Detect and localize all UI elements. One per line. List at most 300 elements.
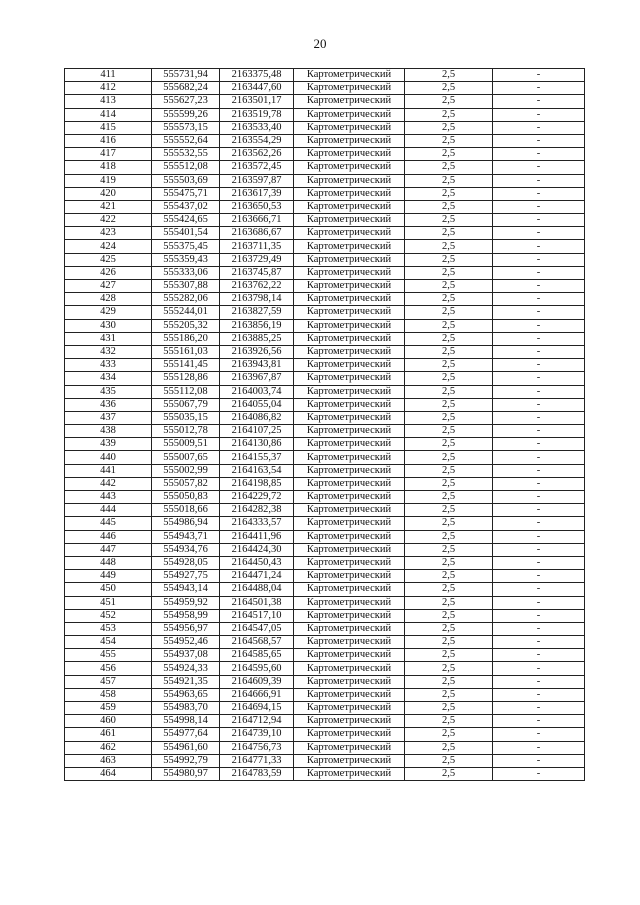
table-row xyxy=(65,174,585,187)
point-number-cell: 414 xyxy=(65,108,152,121)
method-cell: Картометрический xyxy=(294,82,405,95)
y-coordinate-cell: 2163686,67 xyxy=(220,227,294,240)
method-cell: Картометрический xyxy=(294,121,405,134)
note-cell: - xyxy=(493,253,585,266)
table-row xyxy=(65,504,585,517)
point-number-cell: 413 xyxy=(65,95,152,108)
method-cell: Картометрический xyxy=(294,477,405,490)
method-cell: Картометрический xyxy=(294,728,405,741)
table-row xyxy=(65,214,585,227)
x-coordinate-cell: 555503,69 xyxy=(152,174,220,187)
method-cell: Картометрический xyxy=(294,411,405,424)
point-number-cell: 442 xyxy=(65,477,152,490)
table-row xyxy=(65,332,585,345)
method-cell: Картометрический xyxy=(294,583,405,596)
note-cell: - xyxy=(493,609,585,622)
note-cell: - xyxy=(493,69,585,82)
accuracy-cell: 2,5 xyxy=(405,332,493,345)
point-number-cell: 463 xyxy=(65,754,152,767)
method-cell: Картометрический xyxy=(294,227,405,240)
note-cell: - xyxy=(493,622,585,635)
method-cell: Картометрический xyxy=(294,69,405,82)
method-cell: Картометрический xyxy=(294,161,405,174)
method-cell: Картометрический xyxy=(294,95,405,108)
method-cell: Картометрический xyxy=(294,240,405,253)
y-coordinate-cell: 2164198,85 xyxy=(220,477,294,490)
accuracy-cell: 2,5 xyxy=(405,306,493,319)
x-coordinate-cell: 554956,97 xyxy=(152,622,220,635)
x-coordinate-cell: 554937,08 xyxy=(152,649,220,662)
note-cell: - xyxy=(493,741,585,754)
note-cell: - xyxy=(493,425,585,438)
x-coordinate-cell: 555018,66 xyxy=(152,504,220,517)
point-number-cell: 459 xyxy=(65,702,152,715)
note-cell: - xyxy=(493,636,585,649)
point-number-cell: 456 xyxy=(65,662,152,675)
accuracy-cell: 2,5 xyxy=(405,649,493,662)
point-number-cell: 453 xyxy=(65,622,152,635)
y-coordinate-cell: 2163711,35 xyxy=(220,240,294,253)
accuracy-cell: 2,5 xyxy=(405,280,493,293)
y-coordinate-cell: 2163943,81 xyxy=(220,359,294,372)
x-coordinate-cell: 555205,32 xyxy=(152,319,220,332)
method-cell: Картометрический xyxy=(294,596,405,609)
note-cell: - xyxy=(493,359,585,372)
page-number: 20 xyxy=(313,36,327,51)
table-row xyxy=(65,253,585,266)
point-number-cell: 461 xyxy=(65,728,152,741)
method-cell: Картометрический xyxy=(294,293,405,306)
accuracy-cell: 2,5 xyxy=(405,82,493,95)
note-cell: - xyxy=(493,345,585,358)
note-cell: - xyxy=(493,411,585,424)
note-cell: - xyxy=(493,754,585,767)
note-cell: - xyxy=(493,504,585,517)
point-number-cell: 438 xyxy=(65,425,152,438)
y-coordinate-cell: 2164568,57 xyxy=(220,636,294,649)
note-cell: - xyxy=(493,702,585,715)
table-row xyxy=(65,187,585,200)
accuracy-cell: 2,5 xyxy=(405,69,493,82)
x-coordinate-cell: 554921,35 xyxy=(152,675,220,688)
note-cell: - xyxy=(493,398,585,411)
table-row xyxy=(65,280,585,293)
point-number-cell: 446 xyxy=(65,530,152,543)
accuracy-cell: 2,5 xyxy=(405,530,493,543)
x-coordinate-cell: 554924,33 xyxy=(152,662,220,675)
accuracy-cell: 2,5 xyxy=(405,345,493,358)
point-number-cell: 417 xyxy=(65,148,152,161)
x-coordinate-cell: 554992,79 xyxy=(152,754,220,767)
note-cell: - xyxy=(493,715,585,728)
method-cell: Картометрический xyxy=(294,556,405,569)
accuracy-cell: 2,5 xyxy=(405,95,493,108)
table-row xyxy=(65,741,585,754)
point-number-cell: 445 xyxy=(65,517,152,530)
note-cell: - xyxy=(493,675,585,688)
note-cell: - xyxy=(493,293,585,306)
point-number-cell: 444 xyxy=(65,504,152,517)
method-cell: Картометрический xyxy=(294,174,405,187)
y-coordinate-cell: 2164712,94 xyxy=(220,715,294,728)
accuracy-cell: 2,5 xyxy=(405,108,493,121)
method-cell: Картометрический xyxy=(294,570,405,583)
y-coordinate-cell: 2163447,60 xyxy=(220,82,294,95)
method-cell: Картометрический xyxy=(294,385,405,398)
method-cell: Картометрический xyxy=(294,319,405,332)
method-cell: Картометрический xyxy=(294,345,405,358)
method-cell: Картометрический xyxy=(294,543,405,556)
table-row xyxy=(65,517,585,530)
accuracy-cell: 2,5 xyxy=(405,622,493,635)
method-cell: Картометрический xyxy=(294,715,405,728)
x-coordinate-cell: 555682,24 xyxy=(152,82,220,95)
y-coordinate-cell: 2164003,74 xyxy=(220,385,294,398)
accuracy-cell: 2,5 xyxy=(405,161,493,174)
note-cell: - xyxy=(493,583,585,596)
x-coordinate-cell: 555012,78 xyxy=(152,425,220,438)
note-cell: - xyxy=(493,306,585,319)
y-coordinate-cell: 2163729,49 xyxy=(220,253,294,266)
x-coordinate-cell: 555599,26 xyxy=(152,108,220,121)
table-row xyxy=(65,161,585,174)
y-coordinate-cell: 2163856,19 xyxy=(220,319,294,332)
point-number-cell: 437 xyxy=(65,411,152,424)
table-row xyxy=(65,385,585,398)
point-number-cell: 412 xyxy=(65,82,152,95)
note-cell: - xyxy=(493,385,585,398)
x-coordinate-cell: 554928,05 xyxy=(152,556,220,569)
method-cell: Картометрический xyxy=(294,359,405,372)
point-number-cell: 428 xyxy=(65,293,152,306)
y-coordinate-cell: 2164609,39 xyxy=(220,675,294,688)
accuracy-cell: 2,5 xyxy=(405,293,493,306)
x-coordinate-cell: 554943,71 xyxy=(152,530,220,543)
point-number-cell: 433 xyxy=(65,359,152,372)
method-cell: Картометрический xyxy=(294,688,405,701)
x-coordinate-cell: 555437,02 xyxy=(152,200,220,213)
accuracy-cell: 2,5 xyxy=(405,504,493,517)
y-coordinate-cell: 2163519,78 xyxy=(220,108,294,121)
x-coordinate-cell: 555128,86 xyxy=(152,372,220,385)
table-row xyxy=(65,622,585,635)
y-coordinate-cell: 2163597,87 xyxy=(220,174,294,187)
point-number-cell: 421 xyxy=(65,200,152,213)
method-cell: Картометрический xyxy=(294,767,405,780)
accuracy-cell: 2,5 xyxy=(405,240,493,253)
point-number-cell: 452 xyxy=(65,609,152,622)
note-cell: - xyxy=(493,438,585,451)
table-row xyxy=(65,556,585,569)
point-number-cell: 432 xyxy=(65,345,152,358)
note-cell: - xyxy=(493,464,585,477)
x-coordinate-cell: 555186,20 xyxy=(152,332,220,345)
table-row xyxy=(65,464,585,477)
note-cell: - xyxy=(493,570,585,583)
point-number-cell: 448 xyxy=(65,556,152,569)
y-coordinate-cell: 2163762,22 xyxy=(220,280,294,293)
method-cell: Картометрический xyxy=(294,609,405,622)
accuracy-cell: 2,5 xyxy=(405,266,493,279)
y-coordinate-cell: 2164488,04 xyxy=(220,583,294,596)
table-row xyxy=(65,662,585,675)
y-coordinate-cell: 2164771,33 xyxy=(220,754,294,767)
y-coordinate-cell: 2164411,96 xyxy=(220,530,294,543)
method-cell: Картометрический xyxy=(294,332,405,345)
table-row xyxy=(65,438,585,451)
x-coordinate-cell: 555067,79 xyxy=(152,398,220,411)
x-coordinate-cell: 554963,65 xyxy=(152,688,220,701)
point-number-cell: 450 xyxy=(65,583,152,596)
y-coordinate-cell: 2164107,25 xyxy=(220,425,294,438)
accuracy-cell: 2,5 xyxy=(405,715,493,728)
point-number-cell: 425 xyxy=(65,253,152,266)
method-cell: Картометрический xyxy=(294,372,405,385)
accuracy-cell: 2,5 xyxy=(405,570,493,583)
y-coordinate-cell: 2164130,86 xyxy=(220,438,294,451)
table-row xyxy=(65,754,585,767)
x-coordinate-cell: 555375,45 xyxy=(152,240,220,253)
x-coordinate-cell: 554998,14 xyxy=(152,715,220,728)
point-number-cell: 443 xyxy=(65,491,152,504)
point-number-cell: 420 xyxy=(65,187,152,200)
accuracy-cell: 2,5 xyxy=(405,319,493,332)
note-cell: - xyxy=(493,161,585,174)
y-coordinate-cell: 2163967,87 xyxy=(220,372,294,385)
accuracy-cell: 2,5 xyxy=(405,543,493,556)
table-row xyxy=(65,702,585,715)
note-cell: - xyxy=(493,108,585,121)
method-cell: Картометрический xyxy=(294,741,405,754)
table-row xyxy=(65,306,585,319)
accuracy-cell: 2,5 xyxy=(405,517,493,530)
accuracy-cell: 2,5 xyxy=(405,741,493,754)
x-coordinate-cell: 555050,83 xyxy=(152,491,220,504)
note-cell: - xyxy=(493,82,585,95)
accuracy-cell: 2,5 xyxy=(405,464,493,477)
y-coordinate-cell: 2164163,54 xyxy=(220,464,294,477)
method-cell: Картометрический xyxy=(294,754,405,767)
table-row xyxy=(65,570,585,583)
method-cell: Картометрический xyxy=(294,214,405,227)
y-coordinate-cell: 2164783,59 xyxy=(220,767,294,780)
accuracy-cell: 2,5 xyxy=(405,372,493,385)
y-coordinate-cell: 2164229,72 xyxy=(220,491,294,504)
table-row xyxy=(65,675,585,688)
note-cell: - xyxy=(493,214,585,227)
y-coordinate-cell: 2164055,04 xyxy=(220,398,294,411)
accuracy-cell: 2,5 xyxy=(405,411,493,424)
x-coordinate-cell: 554986,94 xyxy=(152,517,220,530)
point-number-cell: 419 xyxy=(65,174,152,187)
method-cell: Картометрический xyxy=(294,134,405,147)
accuracy-cell: 2,5 xyxy=(405,728,493,741)
method-cell: Картометрический xyxy=(294,187,405,200)
method-cell: Картометрический xyxy=(294,280,405,293)
accuracy-cell: 2,5 xyxy=(405,767,493,780)
point-number-cell: 436 xyxy=(65,398,152,411)
table-row xyxy=(65,477,585,490)
point-number-cell: 439 xyxy=(65,438,152,451)
note-cell: - xyxy=(493,200,585,213)
table-row xyxy=(65,609,585,622)
method-cell: Картометрический xyxy=(294,675,405,688)
point-number-cell: 416 xyxy=(65,134,152,147)
y-coordinate-cell: 2164333,57 xyxy=(220,517,294,530)
note-cell: - xyxy=(493,491,585,504)
y-coordinate-cell: 2164694,15 xyxy=(220,702,294,715)
accuracy-cell: 2,5 xyxy=(405,596,493,609)
table-row xyxy=(65,227,585,240)
point-number-cell: 458 xyxy=(65,688,152,701)
x-coordinate-cell: 554943,14 xyxy=(152,583,220,596)
x-coordinate-cell: 554977,64 xyxy=(152,728,220,741)
point-number-cell: 451 xyxy=(65,596,152,609)
point-number-cell: 460 xyxy=(65,715,152,728)
accuracy-cell: 2,5 xyxy=(405,174,493,187)
table-row xyxy=(65,596,585,609)
x-coordinate-cell: 555244,01 xyxy=(152,306,220,319)
method-cell: Картометрический xyxy=(294,530,405,543)
y-coordinate-cell: 2163650,53 xyxy=(220,200,294,213)
x-coordinate-cell: 554958,99 xyxy=(152,609,220,622)
table-row xyxy=(65,425,585,438)
coordinates-table xyxy=(64,68,585,781)
table-row xyxy=(65,240,585,253)
x-coordinate-cell: 555282,06 xyxy=(152,293,220,306)
point-number-cell: 424 xyxy=(65,240,152,253)
note-cell: - xyxy=(493,530,585,543)
y-coordinate-cell: 2163617,39 xyxy=(220,187,294,200)
note-cell: - xyxy=(493,280,585,293)
point-number-cell: 426 xyxy=(65,266,152,279)
x-coordinate-cell: 555573,15 xyxy=(152,121,220,134)
accuracy-cell: 2,5 xyxy=(405,583,493,596)
table-row xyxy=(65,372,585,385)
method-cell: Картометрический xyxy=(294,425,405,438)
accuracy-cell: 2,5 xyxy=(405,556,493,569)
note-cell: - xyxy=(493,319,585,332)
point-number-cell: 457 xyxy=(65,675,152,688)
y-coordinate-cell: 2164739,10 xyxy=(220,728,294,741)
x-coordinate-cell: 554983,70 xyxy=(152,702,220,715)
note-cell: - xyxy=(493,688,585,701)
accuracy-cell: 2,5 xyxy=(405,477,493,490)
y-coordinate-cell: 2163533,40 xyxy=(220,121,294,134)
x-coordinate-cell: 555333,06 xyxy=(152,266,220,279)
x-coordinate-cell: 555141,45 xyxy=(152,359,220,372)
table-row xyxy=(65,108,585,121)
table-row xyxy=(65,359,585,372)
table-row xyxy=(65,451,585,464)
point-number-cell: 435 xyxy=(65,385,152,398)
note-cell: - xyxy=(493,372,585,385)
table-row xyxy=(65,134,585,147)
y-coordinate-cell: 2163666,71 xyxy=(220,214,294,227)
note-cell: - xyxy=(493,134,585,147)
table-row xyxy=(65,82,585,95)
accuracy-cell: 2,5 xyxy=(405,134,493,147)
y-coordinate-cell: 2164756,73 xyxy=(220,741,294,754)
accuracy-cell: 2,5 xyxy=(405,491,493,504)
method-cell: Картометрический xyxy=(294,306,405,319)
accuracy-cell: 2,5 xyxy=(405,359,493,372)
point-number-cell: 447 xyxy=(65,543,152,556)
method-cell: Картометрический xyxy=(294,504,405,517)
method-cell: Картометрический xyxy=(294,266,405,279)
table-row xyxy=(65,345,585,358)
x-coordinate-cell: 554961,60 xyxy=(152,741,220,754)
table-row xyxy=(65,767,585,780)
y-coordinate-cell: 2163798,14 xyxy=(220,293,294,306)
note-cell: - xyxy=(493,240,585,253)
table-row xyxy=(65,636,585,649)
accuracy-cell: 2,5 xyxy=(405,675,493,688)
point-number-cell: 423 xyxy=(65,227,152,240)
x-coordinate-cell: 555401,54 xyxy=(152,227,220,240)
note-cell: - xyxy=(493,649,585,662)
table-row xyxy=(65,688,585,701)
point-number-cell: 449 xyxy=(65,570,152,583)
x-coordinate-cell: 555002,99 xyxy=(152,464,220,477)
y-coordinate-cell: 2164595,60 xyxy=(220,662,294,675)
method-cell: Картометрический xyxy=(294,491,405,504)
table-row xyxy=(65,728,585,741)
y-coordinate-cell: 2164282,38 xyxy=(220,504,294,517)
note-cell: - xyxy=(493,95,585,108)
y-coordinate-cell: 2163745,87 xyxy=(220,266,294,279)
point-number-cell: 434 xyxy=(65,372,152,385)
accuracy-cell: 2,5 xyxy=(405,227,493,240)
method-cell: Картометрический xyxy=(294,649,405,662)
accuracy-cell: 2,5 xyxy=(405,688,493,701)
y-coordinate-cell: 2164501,38 xyxy=(220,596,294,609)
x-coordinate-cell: 555161,03 xyxy=(152,345,220,358)
y-coordinate-cell: 2164547,05 xyxy=(220,622,294,635)
y-coordinate-cell: 2164424,30 xyxy=(220,543,294,556)
point-number-cell: 464 xyxy=(65,767,152,780)
method-cell: Картометрический xyxy=(294,148,405,161)
x-coordinate-cell: 555359,43 xyxy=(152,253,220,266)
x-coordinate-cell: 555512,08 xyxy=(152,161,220,174)
table-row xyxy=(65,398,585,411)
note-cell: - xyxy=(493,728,585,741)
x-coordinate-cell: 554934,76 xyxy=(152,543,220,556)
table-row xyxy=(65,319,585,332)
table-row xyxy=(65,543,585,556)
y-coordinate-cell: 2163501,17 xyxy=(220,95,294,108)
table-row xyxy=(65,95,585,108)
point-number-cell: 429 xyxy=(65,306,152,319)
point-number-cell: 441 xyxy=(65,464,152,477)
x-coordinate-cell: 555627,23 xyxy=(152,95,220,108)
table-row xyxy=(65,411,585,424)
y-coordinate-cell: 2164086,82 xyxy=(220,411,294,424)
method-cell: Картометрический xyxy=(294,636,405,649)
table-row xyxy=(65,530,585,543)
accuracy-cell: 2,5 xyxy=(405,253,493,266)
y-coordinate-cell: 2164155,37 xyxy=(220,451,294,464)
table-row xyxy=(65,266,585,279)
accuracy-cell: 2,5 xyxy=(405,214,493,227)
coordinates-table-body xyxy=(65,69,585,781)
method-cell: Картометрический xyxy=(294,702,405,715)
note-cell: - xyxy=(493,121,585,134)
accuracy-cell: 2,5 xyxy=(405,662,493,675)
y-coordinate-cell: 2163926,56 xyxy=(220,345,294,358)
y-coordinate-cell: 2163885,25 xyxy=(220,332,294,345)
x-coordinate-cell: 555035,15 xyxy=(152,411,220,424)
